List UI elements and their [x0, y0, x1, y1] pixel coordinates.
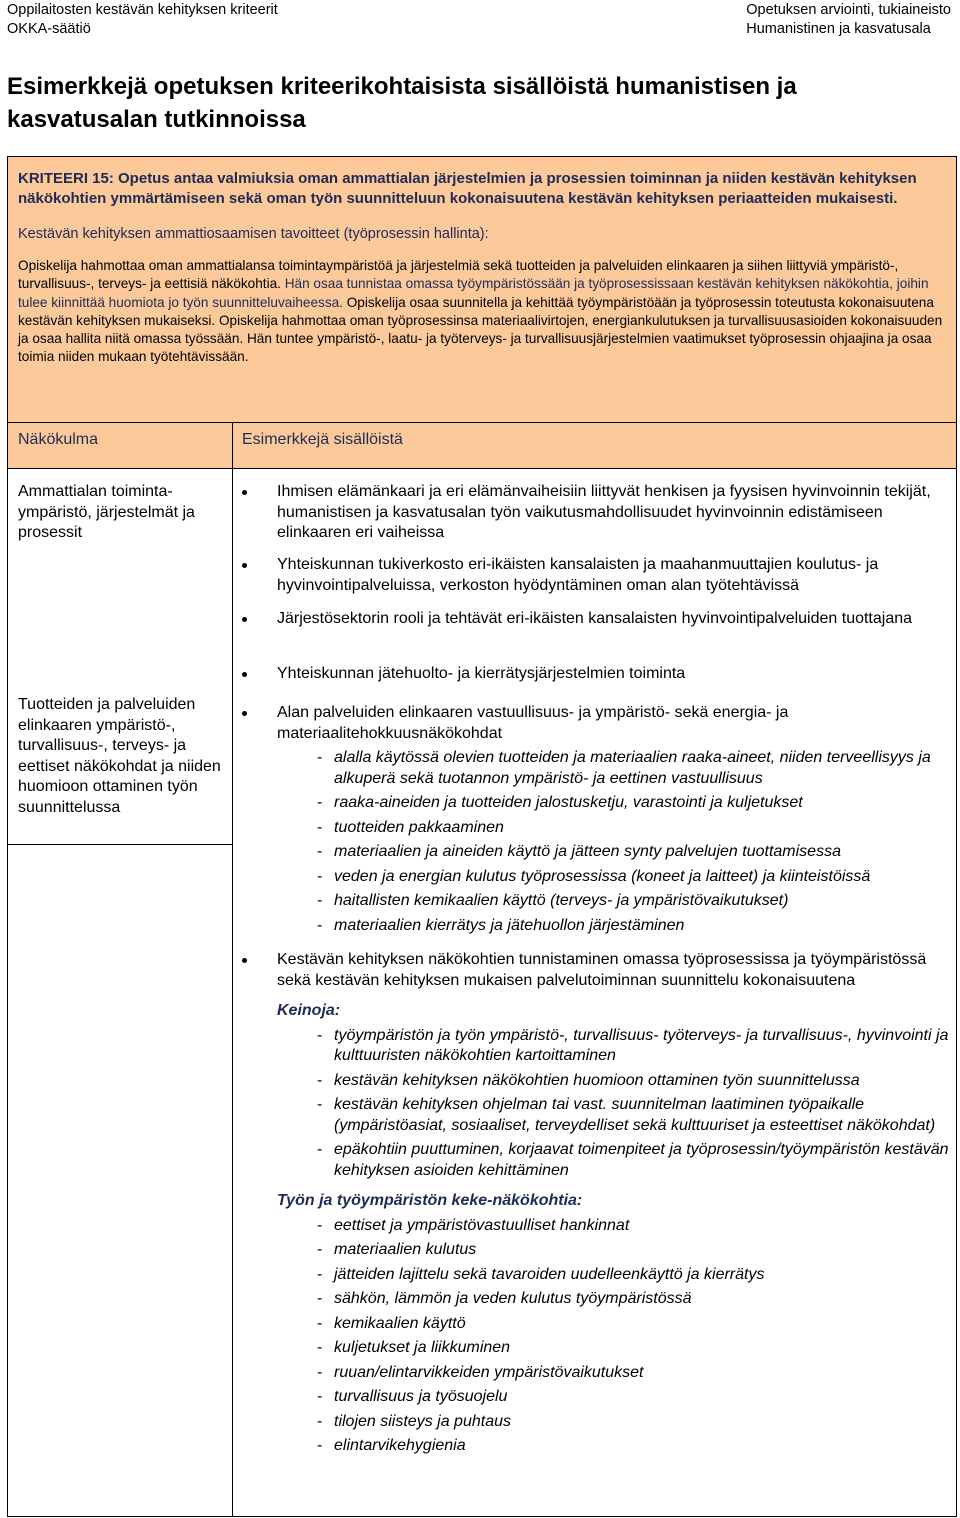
- list-item: - tilojen siisteys ja puhtaus: [317, 1412, 954, 1433]
- keke-heading: Työn ja työympäristön keke-näkökohtia:: [277, 1192, 583, 1209]
- list-item: - kemikaalien käyttö: [317, 1314, 954, 1335]
- content-item-text: Yhteiskunnan jätehuolto- ja kierrätysjärjestelmien toiminta: [277, 665, 686, 682]
- bullet-icon: [242, 711, 247, 716]
- list-item: - kestävän kehityksen näkökohtien huomioon ottaminen työn suunnittelussa: [317, 1071, 954, 1092]
- content-item: [242, 555, 954, 596]
- bullet-icon: [242, 958, 247, 963]
- goals-sentence-4: Opiskelija hahmottaa oman työprosessinsa materiaalivirtojen, energiankulutuksen ja turvallisuusasioiden kokonaisuuden ja osaa hallita niitä omassa työssään.: [18, 312, 943, 347]
- list-item: - eettiset ja ympäristövastuulliset hankinnat: [317, 1216, 954, 1237]
- list-item: - veden ja energian kulutus työprosessissa (koneet ja laitteet) ja kiinteistöissä: [317, 867, 954, 888]
- content-item-text: Järjestösektorin rooli ja tehtävät eri-ikäisten kansalaisten hyvinvointipalveluiden tuottajana: [277, 610, 913, 627]
- list-item: - materiaalien ja aineiden käyttö ja jätteen synty palvelujen tuottamisessa: [317, 842, 954, 863]
- list-item: - alalla käytössä olevien tuotteiden ja materiaalien raaka-aineet, niiden terveellisyys ja alkuperä sekä tuotannon ympäristö- ja eettinen vastuullisuus: [317, 748, 954, 789]
- criterion-panel: [8, 157, 956, 423]
- content-item: [242, 703, 954, 940]
- goals-sentence-2: Hän osaa tunnistaa omassa työympäristössään ja työprosessissaan kestävän kehityksen näkökohtia, joihin tulee kiinnittää huomiota jo työn suunnitteluvaiheessa.: [18, 276, 929, 310]
- table-header: [8, 423, 956, 469]
- column-divider: [232, 423, 233, 1516]
- content-item: [242, 609, 954, 630]
- goals-sentence-5: Hän tuntee ympäristö-, laatu- ja työterveys- ja turvallisuusjärjestelmien vaatimukset työprosessin ohjaajina ja osaa toimia niiden mukaan työtehtävissään.: [18, 331, 932, 365]
- bullet-icon: [242, 490, 247, 495]
- goals-sentence-1: Opiskelija hahmottaa oman ammattialansa toimintaympäristöä ja järjestelmiä sekä tuotteiden ja palveluiden elinkaaren ja siihen liittyviä ympäristö-, turvallisuus-, terveys- ja eettisiä näkökohtia.: [18, 258, 899, 292]
- viewpoint-2: Tuotteiden ja palveluiden elinkaaren ympäristö-, turvallisuus-, terveys- ja eettiset näkökohdat ja niiden huomioon ottaminen työn suunnittelussa: [18, 696, 221, 816]
- content-table: [7, 156, 957, 1517]
- list-item: - tuotteiden pakkaaminen: [317, 818, 954, 839]
- list-item: - kuljetukset ja liikkuminen: [317, 1338, 954, 1359]
- list-item: - työympäristön ja työn ympäristö-, turvallisuus- työterveys- ja turvallisuus-, hyvinvointi ja kulttuuristen näkökohtien kartoittaminen: [317, 1026, 954, 1067]
- list-item: - turvallisuus ja työsuojelu: [317, 1387, 954, 1408]
- list-item: - elintarvikehygienia: [317, 1436, 954, 1457]
- list-item: - sähkön, lämmön ja veden kulutus työympäristössä: [317, 1289, 954, 1310]
- goals-heading: Kestävän kehityksen ammattiosaamisen tavoitteet (työprosessin hallinta):: [18, 226, 489, 242]
- content-item-text: Kestävän kehityksen näkökohtien tunnistaminen omassa työprosessissa ja työympäristössä sekä kestävän kehityksen mukaisen palvelutoiminnan suunnittelu kokonaisuutena: [277, 951, 927, 989]
- page-title: Esimerkkejä opetuksen kriteerikohtaisista sisällöistä humanistisen ja kasvatusalan tutkinnoissa: [7, 73, 797, 133]
- header-doc-type: Opetuksen arviointi, tukiaineisto: [746, 2, 951, 18]
- row-divider: [8, 844, 232, 845]
- content-item: [242, 950, 954, 1461]
- bullet-icon: [242, 563, 247, 568]
- viewpoint-1: Ammattialan toiminta-ympäristö, järjestelmät ja prosessit: [18, 483, 195, 541]
- header-right: [746, 1, 951, 39]
- list-item: - materiaalien kierrätys ja jätehuollon järjestäminen: [317, 916, 954, 937]
- header-org-name: OKKA-säätiö: [7, 21, 91, 37]
- list-item: - ruuan/elintarvikkeiden ympäristövaikutukset: [317, 1363, 954, 1384]
- list-item: - jätteiden lajittelu sekä tavaroiden uudelleenkäyttö ja kierrätys: [317, 1265, 954, 1286]
- goals-sentence-3: Opiskelija osaa suunnitella ja kehittää työympäristöään ja työprosessin toteutusta kokonaisuutena kestävän kehityksen mukaiseksi.: [18, 294, 934, 328]
- list-item: - materiaalien kulutus: [317, 1240, 954, 1261]
- header-left: [7, 1, 278, 39]
- bullet-icon: [242, 617, 247, 622]
- keke-list: [277, 1216, 954, 1457]
- criterion-title: KRITEERI 15: Opetus antaa valmiuksia oman ammattialan järjestelmien ja prosessien toiminnan ja niiden kestävän kehityksen näkökohtien ymmärtämiseen sekä oman työn suunnitteluun kokonaisuutena kestävän kehityksen periaatteiden mukaisesti.: [18, 170, 917, 207]
- list-item: - raaka-aineiden ja tuotteiden jalostusketju, varastointi ja kuljetukset: [317, 793, 954, 814]
- column-header-examples: Esimerkkejä sisällöistä: [242, 431, 403, 448]
- column-header-viewpoint: Näkökulma: [18, 431, 99, 448]
- content-item-text: Yhteiskunnan tukiverkosto eri-ikäisten kansalaisten ja maahanmuuttajien koulutus- ja hyvinvointipalveluissa, verkoston hyödyntäminen oman alan työtehtävissä: [277, 556, 879, 594]
- content-item: [242, 482, 954, 544]
- lifecycle-sublist: [277, 748, 954, 936]
- header-org-title: Oppilaitosten kestävän kehityksen kriteerit: [7, 2, 278, 18]
- content-item-text: Ihmisen elämänkaari ja eri elämänvaiheisiin liittyvät henkisen ja fyysisen hyvinvoinnin tekijät, humanistisen ja kasvatusalan työn vaikutusmahdollisuudet hyvinvoinnin edistämiseen elinkaaren eri vaiheissa: [277, 483, 931, 541]
- list-item: - haitallisten kemikaalien käyttö (terveys- ja ympäristövaikutukset): [317, 891, 954, 912]
- goals-text: [18, 257, 946, 367]
- methods-heading: Keinoja:: [277, 1002, 341, 1019]
- header-field: Humanistinen ja kasvatusala: [746, 21, 931, 37]
- methods-list: [277, 1026, 954, 1182]
- content-item: [242, 664, 954, 685]
- content-item-text: Alan palveluiden elinkaaren vastuullisuus- ja ympäristö- sekä energia- ja materiaalitehokkuusnäkökohdat: [277, 704, 789, 742]
- list-item: - epäkohtiin puuttuminen, korjaavat toimenpiteet ja työprosessin/työympäristön kestävän kehityksen asioiden kehittäminen: [317, 1140, 954, 1181]
- bullet-icon: [242, 672, 247, 677]
- list-item: - kestävän kehityksen ohjelman tai vast. suunnitelman laatiminen työpaikalle (ympäristöasiat, sosiaaliset, terveydelliset sekä kulttuuriset ja esteettiset näkökohdat): [317, 1095, 954, 1136]
